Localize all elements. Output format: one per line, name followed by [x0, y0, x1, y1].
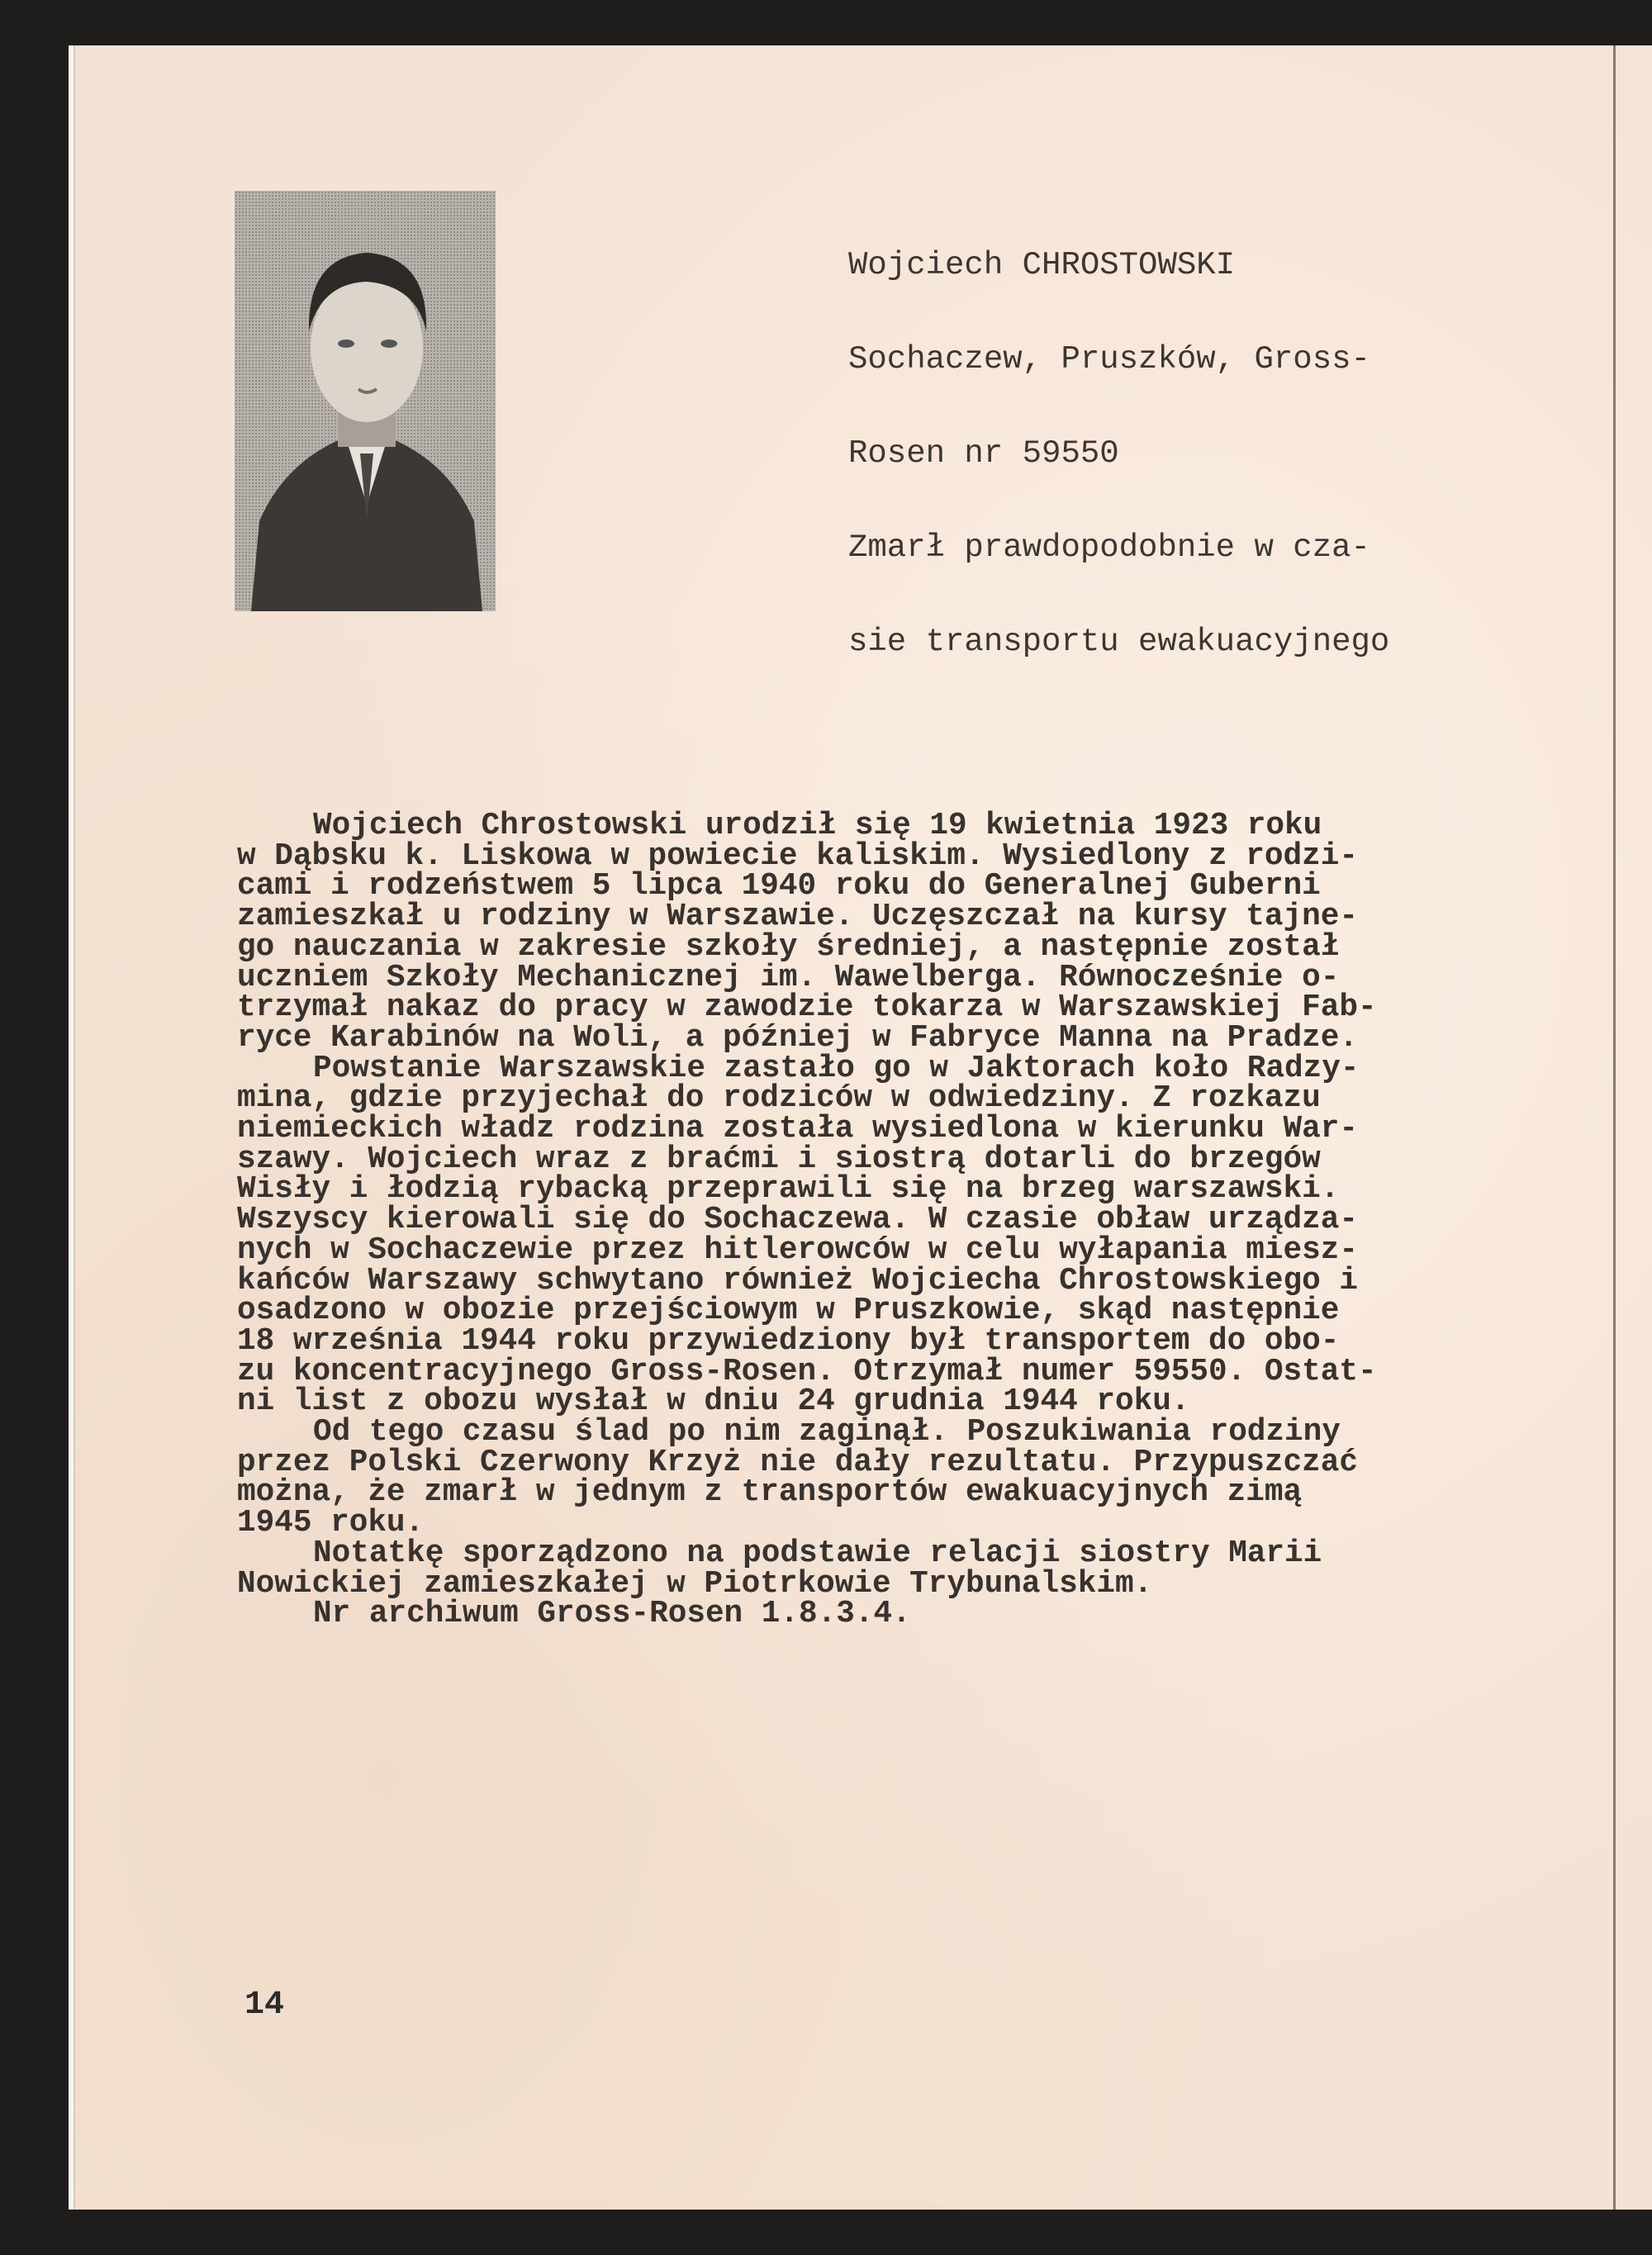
- paragraph-birth: Wojciech Chrostowski urodził się 19 kwietnia 1923 roku w Dąbsku k. Liskowa w powiecie kaliskim. Wysiedlony z rodzi- cami i rodzeństwem 5 lipca 1940 roku do Generalnej Guberni zamieszkał u rodziny w Warszawie. Uczęszczał na kursy tajne- go nauczania w zakresie szkoły średniej, a następnie został uczniem Szkoły Mechanicznej im. Wawelberga. Równocześnie o- trzymał nakaz do pracy w zawodzie tokarza w Warszawskiej Fab- ryce Karabinów na Woli, a później w Fabryce Manna na Pradze.: [237, 809, 1377, 1056]
- header-death-note: Zmarł prawdopodobnie w cza-: [848, 529, 1370, 566]
- header-death-note-cont: sie transportu ewakuacyjnego: [848, 624, 1390, 660]
- header-name: Wojciech CHROSTOWSKI: [848, 247, 1236, 283]
- paragraph-uprising: Powstanie Warszawskie zastało go w Jaktorach koło Radzy- mina, gdzie przyjechał do rodziców w odwiedziny. Z rozkazu niemieckich władz rodzina została wysiedlona w kierunku War- szawy. Wojciech wraz z braćmi i siostrą dotarli do brzegów Wisły i łodzią rybacką przeprawili się na brzeg warszawski. Wszyscy kierowali się do Sochaczewa. W czasie obław urządza- nych w Sochaczewie przez hitlerowców w celu wyłapania miesz- kańców Warszawy schwytano również Wojciecha Chrostowskiego i osadzono w obozie przejściowym w Pruszkowie, skąd następnie 18 września 1944 roku przywiedziony był transportem do obo- zu koncentracyjnego Gross-Rosen. Otrzymał numer 59550. Ostat- ni list z obozu wysłał w dniu 24 grudnia 1944 roku.: [237, 1051, 1377, 1420]
- header-camp-number: Rosen nr 59550: [848, 435, 1119, 472]
- paragraph-source: Notatkę sporządzono na podstawie relacji siostry Marii Nowickiej zamieszkałej w Piotrkowie Trybunalskim.: [237, 1536, 1322, 1602]
- header-places: Sochaczew, Pruszków, Gross-: [848, 341, 1370, 377]
- biography-text: [237, 811, 1377, 1630]
- page-number: 14: [244, 1987, 285, 2024]
- paragraph-disappearance: Od tego czasu ślad po nim zaginął. Poszukiwania rodziny przez Polski Czerwony Krzyż nie dały rezultatu. Przypuszczać można, że zmarł w jednym z transportów ewakuacyjnych zimą 1945 roku.: [237, 1415, 1358, 1541]
- page-fold: [1613, 45, 1616, 2210]
- person-header: [848, 187, 1389, 689]
- portrait-photo: [235, 191, 496, 611]
- page-edge: [69, 45, 75, 2210]
- paragraph-archive: Nr archiwum Gross-Rosen 1.8.3.4.: [313, 1597, 911, 1632]
